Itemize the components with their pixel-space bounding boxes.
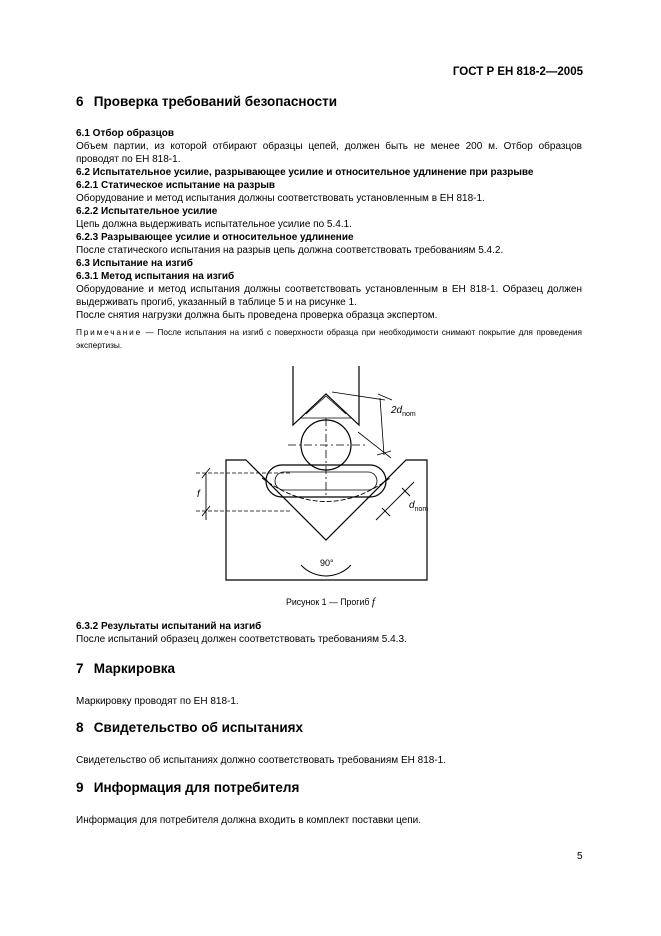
heading-6-2-3: 6.2.3 Разрывающее усилие и относительное удлинение: [76, 232, 354, 243]
section-8-title: Свидетельство об испытаниях: [93, 720, 304, 735]
heading-6-2: 6.2 Испытательное усилие, разрывающее усилие и относительное удлинение при разрыве: [76, 167, 534, 178]
label-d: $d_{nom}$: [409, 500, 429, 513]
section-9-heading: [76, 780, 299, 795]
label-angle: 90°: [320, 558, 334, 568]
heading-6-2-2: 6.2.2 Испытательное усилие: [76, 206, 218, 217]
section-6-title: Проверка требований безопасности: [93, 94, 338, 109]
text-7: Маркировку проводят по ЕН 818-1.: [76, 696, 239, 707]
figure-caption-text: Рисунок 1 — Прогиб: [286, 597, 372, 607]
section-6-number: 6: [76, 94, 84, 109]
document-code: ГОСТ Р ЕН 818-2—2005: [452, 66, 583, 78]
punch: [293, 366, 359, 425]
figure-caption-symbol: f: [371, 596, 375, 608]
text-6-1: Объем партии, из которой отбирают образцы цепей, должен быть не менее 200 м. Отбор образцов проводят по ЕН 818-1.: [76, 141, 582, 165]
heading-6-1: 6.1 Отбор образцов: [76, 128, 174, 139]
heading-6-2-1: 6.2.1 Статическое испытание на разрыв: [76, 180, 276, 191]
heading-6-3-1: 6.3.1 Метод испытания на изгиб: [76, 271, 235, 282]
section-7-number: 7: [76, 661, 84, 676]
text-6-2-1: Оборудование и метод испытания должны соответствовать установленным в ЕН 818-1.: [76, 193, 485, 204]
note-text: — После испытания на изгиб с поверхности образца при необходимости снимают покрытие для проведения экспертизы.: [76, 327, 582, 350]
text-6-3-2: После испытаний образец должен соответствовать требованиям 5.4.3.: [76, 634, 407, 645]
heading-6-3: 6.3 Испытание на изгиб: [76, 258, 193, 269]
note-label: Примечание: [76, 327, 143, 337]
text-6-3-1-b: После снятия нагрузки должна быть проведена проверка образца экспертом.: [76, 310, 438, 321]
heading-6-3-2: 6.3.2 Результаты испытаний на изгиб: [76, 621, 262, 632]
section-7-heading: [76, 661, 175, 676]
section-8-heading: [76, 720, 303, 735]
section-9-title: Информация для потребителя: [93, 780, 300, 795]
text-8: Свидетельство об испытаниях должно соответствовать требованиям ЕН 818-1.: [76, 755, 446, 766]
text-6-3-1-a: Оборудование и метод испытания должны соответствовать установленным в ЕН 818-1. Образец должен выдерживать прогиб, указанный в таблице 5 и на рисунке 1.: [76, 284, 582, 308]
figure-caption: [0, 596, 661, 608]
label-f: f: [197, 489, 200, 500]
section-8-number: 8: [76, 720, 84, 735]
section-9-number: 9: [76, 780, 84, 795]
label-2d: $2d_{nom}$: [391, 405, 416, 418]
text-6-2-2: Цепь должна выдерживать испытательное усилие по 5.4.1.: [76, 219, 352, 230]
text-9: Информация для потребителя должна входить в комплект поставки цепи.: [76, 815, 422, 826]
text-6-2-3: После статического испытания на разрыв цепь должна соответствовать требованиям 5.4.2.: [76, 245, 504, 256]
section-7-title: Маркировка: [93, 661, 176, 676]
page-number: 5: [577, 851, 583, 862]
